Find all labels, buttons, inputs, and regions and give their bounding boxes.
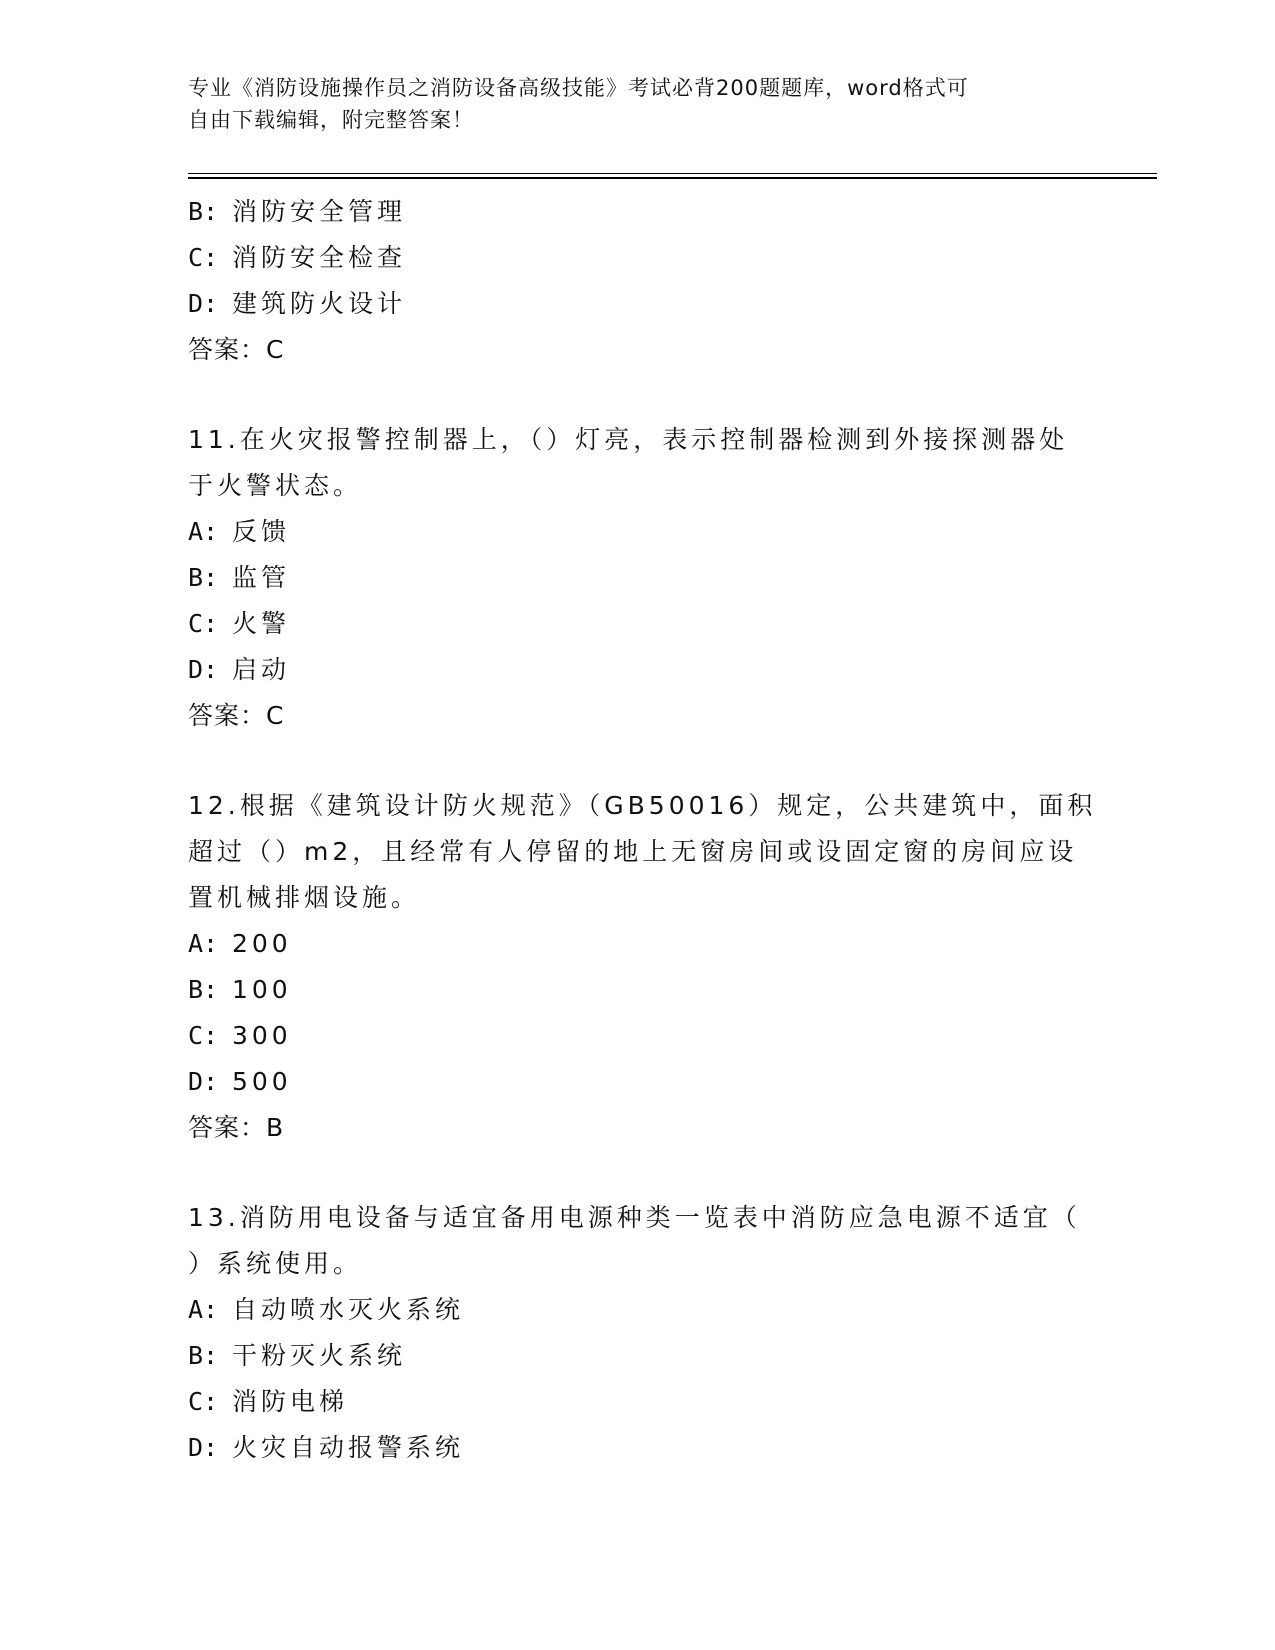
option-a: A: 200 (188, 929, 292, 958)
question-text-line: 超过（）m2，且经常有人停留的地上无窗房间或设固定窗的房间应设 (188, 837, 1078, 866)
question-text-line: 置机械排烟设施。 (188, 883, 421, 912)
question-text-line: 13.消防用电设备与适宜备用电源种类一览表中消防应急电源不适宜（ (188, 1203, 1081, 1232)
option-b: B: 监管 (188, 563, 291, 592)
header-rule-thick (188, 177, 1157, 179)
question-12 (188, 783, 1097, 1151)
option-c: C: 火警 (188, 609, 291, 638)
option-c: C: 消防安全检查 (188, 243, 407, 272)
option-b: B: 干粉灭火系统 (188, 1341, 407, 1370)
document-body (188, 189, 1097, 1471)
option-b: B: 消防安全管理 (188, 197, 407, 226)
option-c: C: 300 (188, 1021, 292, 1050)
question-text-line: 于火警状态。 (188, 471, 363, 500)
header-line-1: 专业《消防设施操作员之消防设备高级技能》考试必背200题题库，word格式可 (188, 76, 969, 100)
question-11 (188, 417, 1088, 739)
option-a: A: 反馈 (188, 517, 291, 546)
question-13 (188, 1195, 1088, 1471)
option-c: C: 消防电梯 (188, 1387, 349, 1416)
question-text-line: 12.根据《建筑设计防火规范》（GB50016）规定，公共建筑中，面积 (188, 791, 1097, 820)
answer-line: 答案：B (188, 1113, 285, 1142)
answer-line: 答案：C (188, 701, 285, 730)
prev-question-options (188, 189, 1088, 373)
option-d: D: 火灾自动报警系统 (188, 1433, 465, 1462)
option-b: B: 100 (188, 975, 292, 1004)
document-header (188, 72, 1068, 136)
question-text-line: ）系统使用。 (188, 1249, 363, 1278)
question-text-line: 11.在火灾报警控制器上，（）灯亮，表示控制器检测到外接探测器处 (188, 425, 1069, 454)
option-d: D: 启动 (188, 655, 291, 684)
option-d: D: 建筑防火设计 (188, 289, 407, 318)
header-rule-thin (188, 173, 1157, 174)
option-d: D: 500 (188, 1067, 292, 1096)
answer-line: 答案：C (188, 335, 285, 364)
option-a: A: 自动喷水灭火系统 (188, 1295, 465, 1324)
header-line-2: 自由下载编辑，附完整答案！ (188, 108, 474, 132)
